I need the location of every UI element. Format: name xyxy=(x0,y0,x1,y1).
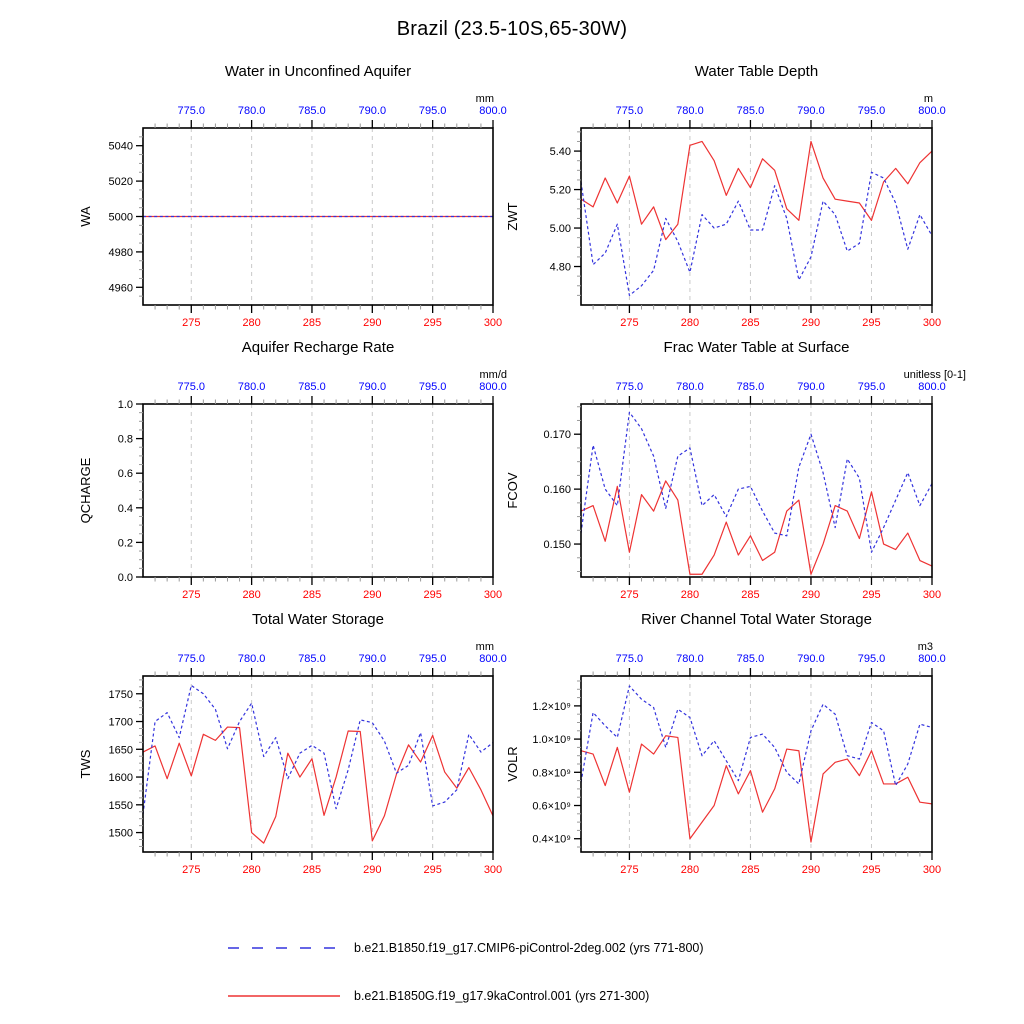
panel-volr xyxy=(505,611,946,876)
plot-frame xyxy=(581,404,932,577)
panel-title: Frac Water Table at Surface xyxy=(663,339,850,356)
x-tick-label-bottom: 300 xyxy=(922,864,942,876)
x-tick-label-top: 795.0 xyxy=(418,653,447,665)
x-tick-label-bottom: 280 xyxy=(680,864,700,876)
panel-title: Aquifer Recharge Rate xyxy=(241,339,395,356)
panel-wa xyxy=(78,63,507,329)
x-tick-label-bottom: 290 xyxy=(363,317,382,329)
x-tick-label-top: 785.0 xyxy=(736,105,765,117)
plot-frame xyxy=(143,676,493,852)
fcov-series-red-line xyxy=(581,481,932,574)
x-tick-label-top: 795.0 xyxy=(857,381,886,393)
panel-y-axis-label: ZWT xyxy=(505,202,520,231)
x-tick-label-bottom: 285 xyxy=(741,317,760,329)
volr-series-red-line xyxy=(581,736,932,842)
y-tick-label: 1.0 xyxy=(117,399,133,411)
gridlines xyxy=(629,128,871,305)
x-tick-label-bottom: 300 xyxy=(922,317,942,329)
y-tick-label: 1.2×10⁹ xyxy=(532,700,571,713)
x-tick-label-bottom: 285 xyxy=(302,864,322,876)
x-tick-label-bottom: 295 xyxy=(423,864,442,876)
y-tick-label: 5000 xyxy=(108,211,133,224)
y-tick-label: 0.0 xyxy=(117,572,133,584)
plot-frame xyxy=(581,676,932,852)
y-tick-label: 1550 xyxy=(108,799,133,812)
y-axis xyxy=(550,132,581,296)
panel-title: Water in Unconfined Aquifer xyxy=(224,63,412,80)
x-tick-label-top: 785.0 xyxy=(736,381,765,393)
x-tick-label-top: 785.0 xyxy=(298,653,326,665)
panel-unit-label: mm xyxy=(475,641,494,653)
x-tick-label-top: 780.0 xyxy=(237,105,266,117)
panel-tws xyxy=(78,611,507,876)
x-tick-label-bottom: 275 xyxy=(182,864,201,876)
y-tick-label: 1500 xyxy=(108,827,133,840)
x-axes xyxy=(155,381,507,601)
x-tick-label-bottom: 280 xyxy=(680,317,700,329)
y-tick-label: 4.80 xyxy=(549,261,571,274)
y-tick-label: 0.8 xyxy=(117,433,133,446)
x-tick-label-top: 790.0 xyxy=(797,105,825,117)
page-title: Brazil (23.5-10S,65-30W) xyxy=(396,18,628,40)
y-tick-label: 5020 xyxy=(108,176,133,189)
gridlines xyxy=(191,676,432,852)
y-tick-label: 1700 xyxy=(108,716,133,729)
x-tick-label-top: 785.0 xyxy=(298,381,326,393)
gridlines xyxy=(629,404,871,577)
x-tick-label-bottom: 280 xyxy=(242,864,261,876)
y-tick-label: 0.8×10⁹ xyxy=(532,767,571,780)
x-tick-label-bottom: 285 xyxy=(302,317,322,329)
x-tick-label-bottom: 300 xyxy=(922,589,942,601)
legend-label-9kacontrol: b.e21.B1850G.f19_g17.9kaControl.001 (yrs 271-300) xyxy=(354,989,650,1003)
x-tick-label-top: 780.0 xyxy=(237,381,266,393)
legend-line-dashed-blue xyxy=(228,945,340,951)
y-tick-label: 0.6 xyxy=(117,468,133,481)
x-tick-label-bottom: 300 xyxy=(483,317,503,329)
panel-unit-label: mm xyxy=(475,93,494,105)
x-tick-label-bottom: 275 xyxy=(620,589,639,601)
x-tick-label-top: 785.0 xyxy=(298,105,326,117)
y-tick-label: 5.00 xyxy=(549,223,571,236)
x-tick-label-bottom: 285 xyxy=(741,589,760,601)
x-tick-label-top: 790.0 xyxy=(797,381,825,393)
gridlines xyxy=(629,676,871,852)
y-tick-label: 0.2 xyxy=(117,537,133,550)
y-axis xyxy=(109,137,143,296)
panel-unit-label: m xyxy=(923,93,933,105)
panel-title: River Channel Total Water Storage xyxy=(641,611,872,628)
plot-frame xyxy=(581,128,932,305)
x-tick-label-top: 780.0 xyxy=(676,105,704,117)
y-tick-label: 4980 xyxy=(108,246,133,259)
x-tick-label-top: 790.0 xyxy=(358,653,387,665)
legend-line-solid-red xyxy=(228,993,340,999)
x-tick-label-top: 800.0 xyxy=(918,653,946,665)
x-tick-label-top: 775.0 xyxy=(615,653,644,665)
x-tick-label-top: 795.0 xyxy=(418,105,447,117)
panel-y-axis-label: FCOV xyxy=(505,472,520,509)
legend-item-9kacontrol xyxy=(228,984,704,1008)
x-tick-label-top: 780.0 xyxy=(676,653,704,665)
panel-zwt xyxy=(505,63,946,329)
x-tick-label-top: 780.0 xyxy=(237,653,266,665)
y-tick-label: 0.150 xyxy=(543,539,571,552)
x-tick-label-bottom: 295 xyxy=(423,317,442,329)
panel-y-axis-label: TWS xyxy=(78,749,93,779)
y-tick-label: 0.4 xyxy=(117,502,133,515)
x-tick-label-top: 790.0 xyxy=(358,381,387,393)
legend-item-picontrol xyxy=(228,936,704,960)
x-tick-label-bottom: 295 xyxy=(862,864,881,876)
y-tick-label: 0.170 xyxy=(543,429,571,442)
x-tick-label-top: 795.0 xyxy=(418,381,447,393)
y-tick-label: 1600 xyxy=(108,772,133,785)
y-tick-label: 5.40 xyxy=(549,146,571,159)
x-tick-label-bottom: 280 xyxy=(680,589,700,601)
y-tick-label: 5.20 xyxy=(549,184,571,197)
y-tick-label: 0.160 xyxy=(543,484,571,497)
legend-label-picontrol: b.e21.B1850.f19_g17.CMIP6-piControl-2deg.002 (yrs 771-800) xyxy=(354,941,704,955)
x-tick-label-bottom: 290 xyxy=(801,864,821,876)
x-tick-label-bottom: 275 xyxy=(620,864,639,876)
x-axes xyxy=(593,653,946,876)
x-tick-label-bottom: 280 xyxy=(242,317,261,329)
tws-series-blue-line xyxy=(143,685,493,814)
gridlines xyxy=(191,404,432,577)
x-tick-label-top: 775.0 xyxy=(615,381,644,393)
x-tick-label-bottom: 295 xyxy=(423,589,442,601)
x-tick-label-bottom: 290 xyxy=(801,589,821,601)
y-axis xyxy=(532,681,581,847)
y-tick-label: 0.4×10⁹ xyxy=(532,833,571,846)
panel-y-axis-label: QCHARGE xyxy=(78,457,93,524)
y-tick-label: 1.0×10⁹ xyxy=(532,734,571,747)
x-tick-label-top: 800.0 xyxy=(479,381,507,393)
x-tick-label-top: 800.0 xyxy=(918,105,946,117)
x-tick-label-bottom: 290 xyxy=(363,864,382,876)
panel-qcharge xyxy=(78,339,507,601)
x-tick-label-bottom: 280 xyxy=(242,589,261,601)
x-tick-label-bottom: 275 xyxy=(182,589,201,601)
y-tick-label: 5040 xyxy=(108,140,133,153)
x-tick-label-top: 775.0 xyxy=(177,653,206,665)
x-tick-label-top: 775.0 xyxy=(615,105,644,117)
panel-unit-label: m3 xyxy=(917,641,933,653)
x-tick-label-top: 790.0 xyxy=(358,105,387,117)
y-tick-label: 4960 xyxy=(108,282,133,295)
panel-title: Total Water Storage xyxy=(251,611,385,628)
y-axis xyxy=(118,399,143,584)
y-axis xyxy=(109,680,143,847)
x-tick-label-bottom: 290 xyxy=(363,589,382,601)
zwt-series-red-line xyxy=(581,141,932,239)
x-tick-label-top: 800.0 xyxy=(479,653,507,665)
y-axis xyxy=(543,407,581,572)
x-tick-label-bottom: 300 xyxy=(483,864,503,876)
x-tick-label-top: 800.0 xyxy=(479,105,507,117)
x-tick-label-top: 780.0 xyxy=(676,381,704,393)
panel-y-axis-label: WA xyxy=(78,206,93,227)
legend xyxy=(228,936,704,1024)
x-tick-label-top: 800.0 xyxy=(918,381,946,393)
x-tick-label-bottom: 285 xyxy=(741,864,760,876)
x-tick-label-bottom: 290 xyxy=(801,317,821,329)
panel-unit-label: mm/d xyxy=(479,369,507,381)
x-axes xyxy=(593,381,946,601)
plot-frame xyxy=(143,404,493,577)
x-tick-label-top: 775.0 xyxy=(177,105,206,117)
x-tick-label-bottom: 275 xyxy=(620,317,639,329)
x-tick-label-bottom: 275 xyxy=(182,317,201,329)
x-tick-label-top: 795.0 xyxy=(857,653,886,665)
x-tick-label-top: 785.0 xyxy=(736,653,765,665)
x-tick-label-bottom: 300 xyxy=(483,589,503,601)
x-tick-label-top: 795.0 xyxy=(857,105,886,117)
x-tick-label-bottom: 295 xyxy=(862,589,881,601)
x-tick-label-top: 775.0 xyxy=(177,381,206,393)
y-tick-label: 1650 xyxy=(108,744,133,757)
x-axes xyxy=(155,653,507,876)
y-tick-label: 0.6×10⁹ xyxy=(532,800,571,813)
panel-title: Water Table Depth xyxy=(694,63,819,80)
tws-series-red-line xyxy=(143,727,493,843)
x-tick-label-bottom: 295 xyxy=(862,317,881,329)
panel-unit-label: unitless [0-1] xyxy=(903,369,966,381)
x-tick-label-top: 790.0 xyxy=(797,653,825,665)
y-tick-label: 1750 xyxy=(108,688,133,701)
panel-fcov xyxy=(505,339,966,601)
panel-y-axis-label: VOLR xyxy=(505,746,520,782)
x-tick-label-bottom: 285 xyxy=(302,589,322,601)
